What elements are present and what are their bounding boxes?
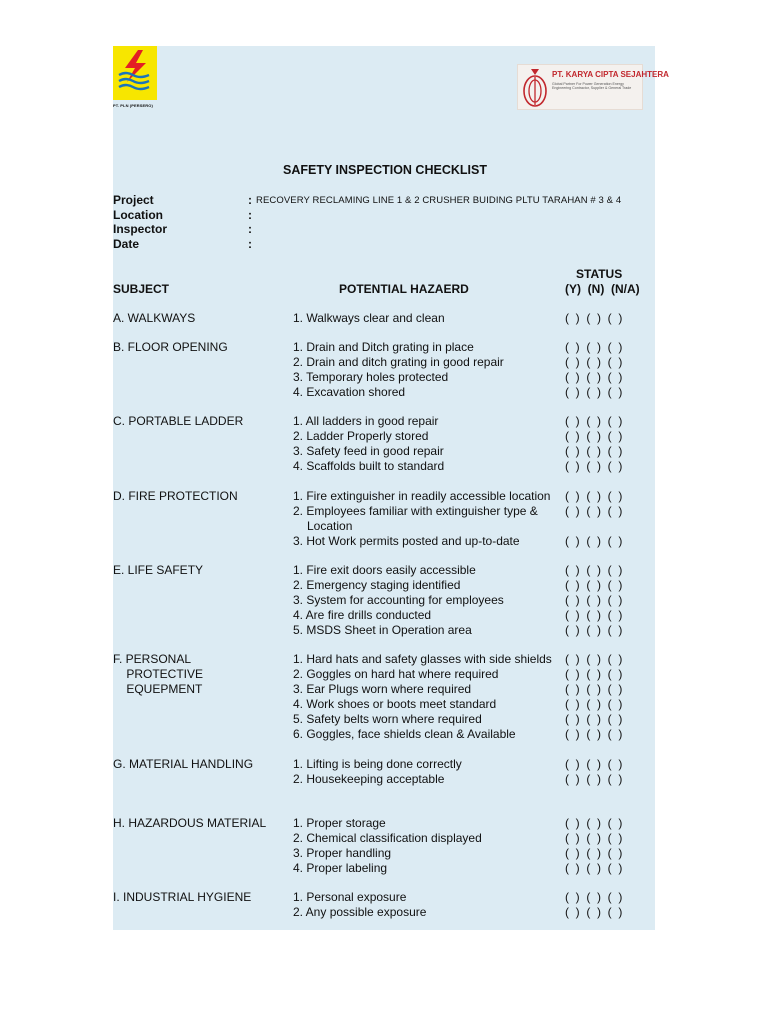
- status-checkboxes[interactable]: ( ) ( ) ( ): [565, 757, 623, 771]
- hazard-item: 6. Goggles, face shields clean & Available: [293, 727, 516, 741]
- status-checkboxes[interactable]: ( ) ( ) ( ): [565, 608, 623, 622]
- hazard-item: 3. Ear Plugs worn where required: [293, 682, 472, 696]
- hazard-item: 1. Lifting is being done correctly: [293, 757, 462, 771]
- page-title: SAFETY INSPECTION CHECKLIST: [283, 163, 487, 177]
- kcs-logo: [517, 64, 669, 110]
- status-checkboxes[interactable]: ( ) ( ) ( ): [565, 652, 623, 666]
- status-checkboxes[interactable]: ( ) ( ) ( ): [565, 623, 623, 637]
- hazard-item: 2. Housekeeping acceptable: [293, 772, 445, 786]
- hazard-header: POTENTIAL HAZAERD: [339, 282, 469, 296]
- status-checkboxes[interactable]: ( ) ( ) ( ): [565, 340, 623, 354]
- hazard-item: 2. Drain and ditch grating in good repair: [293, 355, 504, 369]
- hazard-item: 4. Proper labeling: [293, 861, 388, 875]
- kcs-emblem-icon: [520, 65, 550, 109]
- hazard-item: 1. Fire extinguisher in readily accessible location: [293, 489, 551, 503]
- status-checkboxes[interactable]: ( ) ( ) ( ): [565, 429, 623, 443]
- info-label-date: Date: [113, 237, 140, 251]
- status-checkboxes[interactable]: ( ) ( ) ( ): [565, 414, 623, 428]
- hazard-item: 1. Hard hats and safety glasses with side shields: [293, 652, 552, 666]
- status-checkboxes[interactable]: ( ) ( ) ( ): [565, 355, 623, 369]
- section-subject: A. WALKWAYS: [113, 311, 196, 325]
- section-subject: C. PORTABLE LADDER: [113, 414, 244, 428]
- info-colon: :: [248, 222, 252, 236]
- status-checkboxes[interactable]: ( ) ( ) ( ): [565, 905, 623, 919]
- status-checkboxes[interactable]: ( ) ( ) ( ): [565, 489, 623, 503]
- status-checkboxes[interactable]: ( ) ( ) ( ): [565, 682, 623, 696]
- status-checkboxes[interactable]: ( ) ( ) ( ): [565, 578, 623, 592]
- status-checkboxes[interactable]: ( ) ( ) ( ): [565, 890, 623, 904]
- kcs-tagline: Global Partner For Power Generation Energy Engineering Contractor, Supplier & General Trade: [552, 82, 632, 91]
- hazard-item: 3. Temporary holes protected: [293, 370, 449, 384]
- info-colon: :: [248, 193, 252, 207]
- section-subject: B. FLOOR OPENING: [113, 340, 228, 354]
- status-checkboxes[interactable]: ( ) ( ) ( ): [565, 772, 623, 786]
- hazard-item: 3. Safety feed in good repair: [293, 444, 444, 458]
- hazard-item: 1. Personal exposure: [293, 890, 407, 904]
- status-checkboxes[interactable]: ( ) ( ) ( ): [565, 593, 623, 607]
- status-checkboxes[interactable]: ( ) ( ) ( ): [565, 667, 623, 681]
- status-options-header: (Y) (N) (N/A): [565, 282, 640, 296]
- hazard-item: 1. Drain and Ditch grating in place: [293, 340, 474, 354]
- status-checkboxes[interactable]: ( ) ( ) ( ): [565, 712, 623, 726]
- status-checkboxes[interactable]: ( ) ( ) ( ): [565, 816, 623, 830]
- section-subject: E. LIFE SAFETY: [113, 563, 204, 577]
- info-value-project: RECOVERY RECLAMING LINE 1 & 2 CRUSHER BUIDING PLTU TARAHAN # 3 & 4: [256, 195, 622, 206]
- section-subject: I. INDUSTRIAL HYGIENE: [113, 890, 252, 904]
- status-checkboxes[interactable]: ( ) ( ) ( ): [565, 504, 623, 518]
- status-checkboxes[interactable]: ( ) ( ) ( ): [565, 370, 623, 384]
- status-checkboxes[interactable]: ( ) ( ) ( ): [565, 385, 623, 399]
- hazard-item: 4. Excavation shored: [293, 385, 406, 399]
- hazard-item: 2. Ladder Properly stored: [293, 429, 429, 443]
- hazard-item: 1. All ladders in good repair: [293, 414, 439, 428]
- section-subject: G. MATERIAL HANDLING: [113, 757, 254, 771]
- status-checkboxes[interactable]: ( ) ( ) ( ): [565, 697, 623, 711]
- status-checkboxes[interactable]: ( ) ( ) ( ): [565, 459, 623, 473]
- pln-caption: PT. PLN (PERSERO): [113, 103, 153, 108]
- section-subject: H. HAZARDOUS MATERIAL: [113, 816, 267, 830]
- status-checkboxes[interactable]: ( ) ( ) ( ): [565, 534, 623, 548]
- hazard-item: 2. Employees familiar with extinguisher type &: [293, 504, 538, 518]
- status-checkboxes[interactable]: ( ) ( ) ( ): [565, 727, 623, 741]
- status-checkboxes[interactable]: ( ) ( ) ( ): [565, 861, 623, 875]
- hazard-item: 1. Fire exit doors easily accessible: [293, 563, 476, 577]
- status-checkboxes[interactable]: ( ) ( ) ( ): [565, 444, 623, 458]
- info-label-location: Location: [113, 208, 163, 222]
- status-checkboxes[interactable]: ( ) ( ) ( ): [565, 563, 623, 577]
- hazard-item: 2. Goggles on hard hat where required: [293, 667, 499, 681]
- hazard-item: 4. Work shoes or boots meet standard: [293, 697, 497, 711]
- hazard-item: 4. Are fire drills conducted: [293, 608, 432, 622]
- kcs-company-name: PT. KARYA CIPTA SEJAHTERA: [552, 70, 669, 79]
- status-header: STATUS: [576, 267, 623, 281]
- status-checkboxes[interactable]: ( ) ( ) ( ): [565, 311, 623, 325]
- info-colon: :: [248, 208, 252, 222]
- section-subject: D. FIRE PROTECTION: [113, 489, 238, 503]
- hazard-item: 5. Safety belts worn where required: [293, 712, 482, 726]
- info-colon: :: [248, 237, 252, 251]
- section-subject: F. PERSONAL PROTECTIVE EQUEPMENT: [113, 652, 204, 696]
- subject-header: SUBJECT: [113, 282, 170, 296]
- hazard-item: 4. Scaffolds built to standard: [293, 459, 445, 473]
- checklist-sheet: [113, 46, 655, 930]
- status-checkboxes[interactable]: ( ) ( ) ( ): [565, 831, 623, 845]
- hazard-item: 3. Proper handling: [293, 846, 392, 860]
- hazard-item: 2. Chemical classification displayed: [293, 831, 482, 845]
- info-label-inspector: Inspector: [113, 222, 168, 236]
- hazard-item: 1. Walkways clear and clean: [293, 311, 445, 325]
- hazard-item: 1. Proper storage: [293, 816, 386, 830]
- info-label-project: Project: [113, 193, 154, 207]
- pln-logo: [113, 46, 157, 100]
- status-checkboxes[interactable]: ( ) ( ) ( ): [565, 846, 623, 860]
- hazard-item-continuation: Location: [307, 519, 353, 533]
- hazard-item: 2. Emergency staging identified: [293, 578, 461, 592]
- hazard-item: 3. System for accounting for employees: [293, 593, 504, 607]
- hazard-item: 3. Hot Work permits posted and up-to-date: [293, 534, 520, 548]
- hazard-item: 5. MSDS Sheet in Operation area: [293, 623, 472, 637]
- hazard-item: 2. Any possible exposure: [293, 905, 427, 919]
